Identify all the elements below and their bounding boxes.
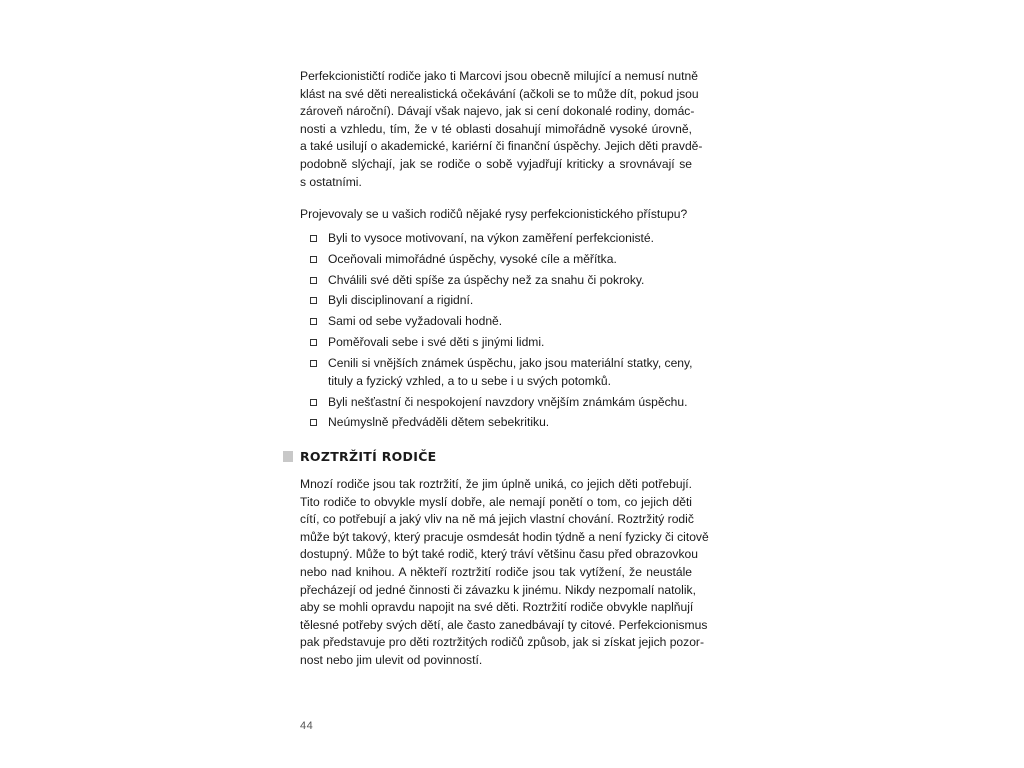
- checklist-item-text: [328, 355, 692, 390]
- text-line: Perfekcionističtí rodiče jako ti Marcovi jsou obecně milující a nemusí nutně: [300, 69, 698, 83]
- checklist-item-line: Neúmyslně předváděli dětem sebekritiku.: [328, 415, 550, 430]
- text-line: nost nebo jim ulevit od povinností.: [300, 653, 483, 667]
- checklist-item-line: Byli to vysoce motivovaní, na výkon zaměření perfekcionisté.: [328, 230, 655, 245]
- section-title: ROZTRŽITÍ RODIČE: [300, 449, 437, 465]
- checkbox-icon: [310, 360, 317, 367]
- text-line: dostupný. Může to být také rodič, který tráví většinu času před obrazovkou: [300, 547, 698, 562]
- text-line: klást na své děti nerealistická očekávání (ačkoli se to může dít, pokud jsou: [300, 86, 699, 101]
- checklist: [300, 230, 692, 432]
- text-line: cítí, co potřebují a jaký vliv na ně má jejich vlastní chování. Roztržitý rodič: [300, 512, 694, 527]
- checklist-item: [310, 355, 692, 390]
- checklist-item-text: [328, 292, 692, 310]
- checklist-item: [310, 230, 692, 248]
- checklist-item-text: [328, 272, 692, 290]
- checkbox-icon: [310, 399, 317, 406]
- checklist-item-text: [328, 414, 692, 432]
- checkbox-icon: [310, 419, 317, 426]
- checklist-item: [310, 313, 692, 331]
- text-line: s ostatními.: [300, 174, 362, 189]
- text-line: nosti a vzhledu, tím, že v té oblasti dosahují mimořádně vysoké úrovně,: [300, 121, 692, 136]
- checklist-item-line: Chválili své děti spíše za úspěchy než za snahu či pokroky.: [328, 272, 645, 287]
- text-line: nebo nad knihou. A někteří roztržití rodiče jsou tak vytížení, že neustále: [300, 565, 692, 580]
- checklist-item-line: Byli disciplinovaní a rigidní.: [328, 293, 474, 308]
- checklist-item-line: tituly a fyzický vzhled, a to u sebe i u svých potomků.: [328, 373, 611, 388]
- text-line: zároveň nároční). Dávají však najevo, jak si cení dokonalé rodiny, domác-: [300, 104, 695, 119]
- checklist-item: [310, 272, 692, 290]
- checklist-item-line: Poměřovali sebe i své děti s jinými lidmi.: [328, 335, 545, 350]
- text-line: přecházejí od jedné činnosti či závazku k jinému. Nikdy nezpomalí natolik,: [300, 582, 696, 597]
- question-text: Projevovaly se u vašich rodičů nějaké rysy perfekcionistického přístupu?: [300, 207, 688, 222]
- section-heading: [283, 448, 692, 466]
- checkbox-icon: [310, 235, 317, 242]
- checklist-item-text: [328, 313, 692, 331]
- text-line: aby se mohli opravdu napojit na své děti. Roztržití rodiče obvykle naplňují: [300, 600, 694, 615]
- text-line: Tito rodiče to obvykle myslí dobře, ale nemají ponětí o tom, co jejich děti: [300, 494, 692, 509]
- text-line: pak představuje pro děti roztržitých rodičů způsob, jak si získat jejich pozor-: [300, 635, 704, 650]
- checklist-item: [310, 334, 692, 352]
- checkbox-icon: [310, 277, 317, 284]
- checklist-item: [310, 251, 692, 269]
- checklist-item: [310, 414, 692, 432]
- checklist-item-line: Byli nešťastní či nespokojení navzdory vnějším známkám úspěchu.: [328, 394, 688, 409]
- checklist-item: [310, 394, 692, 412]
- checklist-item-text: [328, 251, 692, 269]
- checklist-item-text: [328, 394, 692, 412]
- text-line: a také usilují o akademické, kariérní či finanční úspěchy. Jejich děti pravdě-: [300, 139, 703, 154]
- checkbox-icon: [310, 297, 317, 304]
- section-paragraph: [300, 476, 709, 670]
- text-line: Mnozí rodiče jsou tak roztržití, že jim úplně uniká, co jejich děti potřebují.: [300, 477, 692, 492]
- checklist-item-line: Sami od sebe vyžadovali hodně.: [328, 314, 503, 329]
- page-number: 44: [300, 720, 314, 732]
- text-line: může být takový, který pracuje osmdesát hodin týdně a není fyzicky či citově: [300, 529, 709, 544]
- text-line: podobně slýchají, jak se rodiče o sobě vyjadřují kriticky a srovnávají se: [300, 156, 692, 171]
- book-page: [300, 68, 709, 670]
- intro-paragraph: [300, 68, 703, 191]
- text-line: tělesné potřeby svých dětí, ale často zanedbávají ty citové. Perfekcionismus: [300, 617, 708, 632]
- checkbox-icon: [310, 339, 317, 346]
- checklist-item-text: [328, 230, 692, 248]
- checklist-item: [310, 292, 692, 310]
- checklist-item-text: [328, 334, 692, 352]
- checklist-item-line: Oceňovali mimořádné úspěchy, vysoké cíle a měřítka.: [328, 251, 617, 266]
- checkbox-icon: [310, 318, 317, 325]
- section-marker: [283, 451, 293, 462]
- checkbox-icon: [310, 256, 317, 263]
- checklist-item-line: Cenili si vnějších známek úspěchu, jako jsou materiální statky, ceny,: [328, 356, 693, 371]
